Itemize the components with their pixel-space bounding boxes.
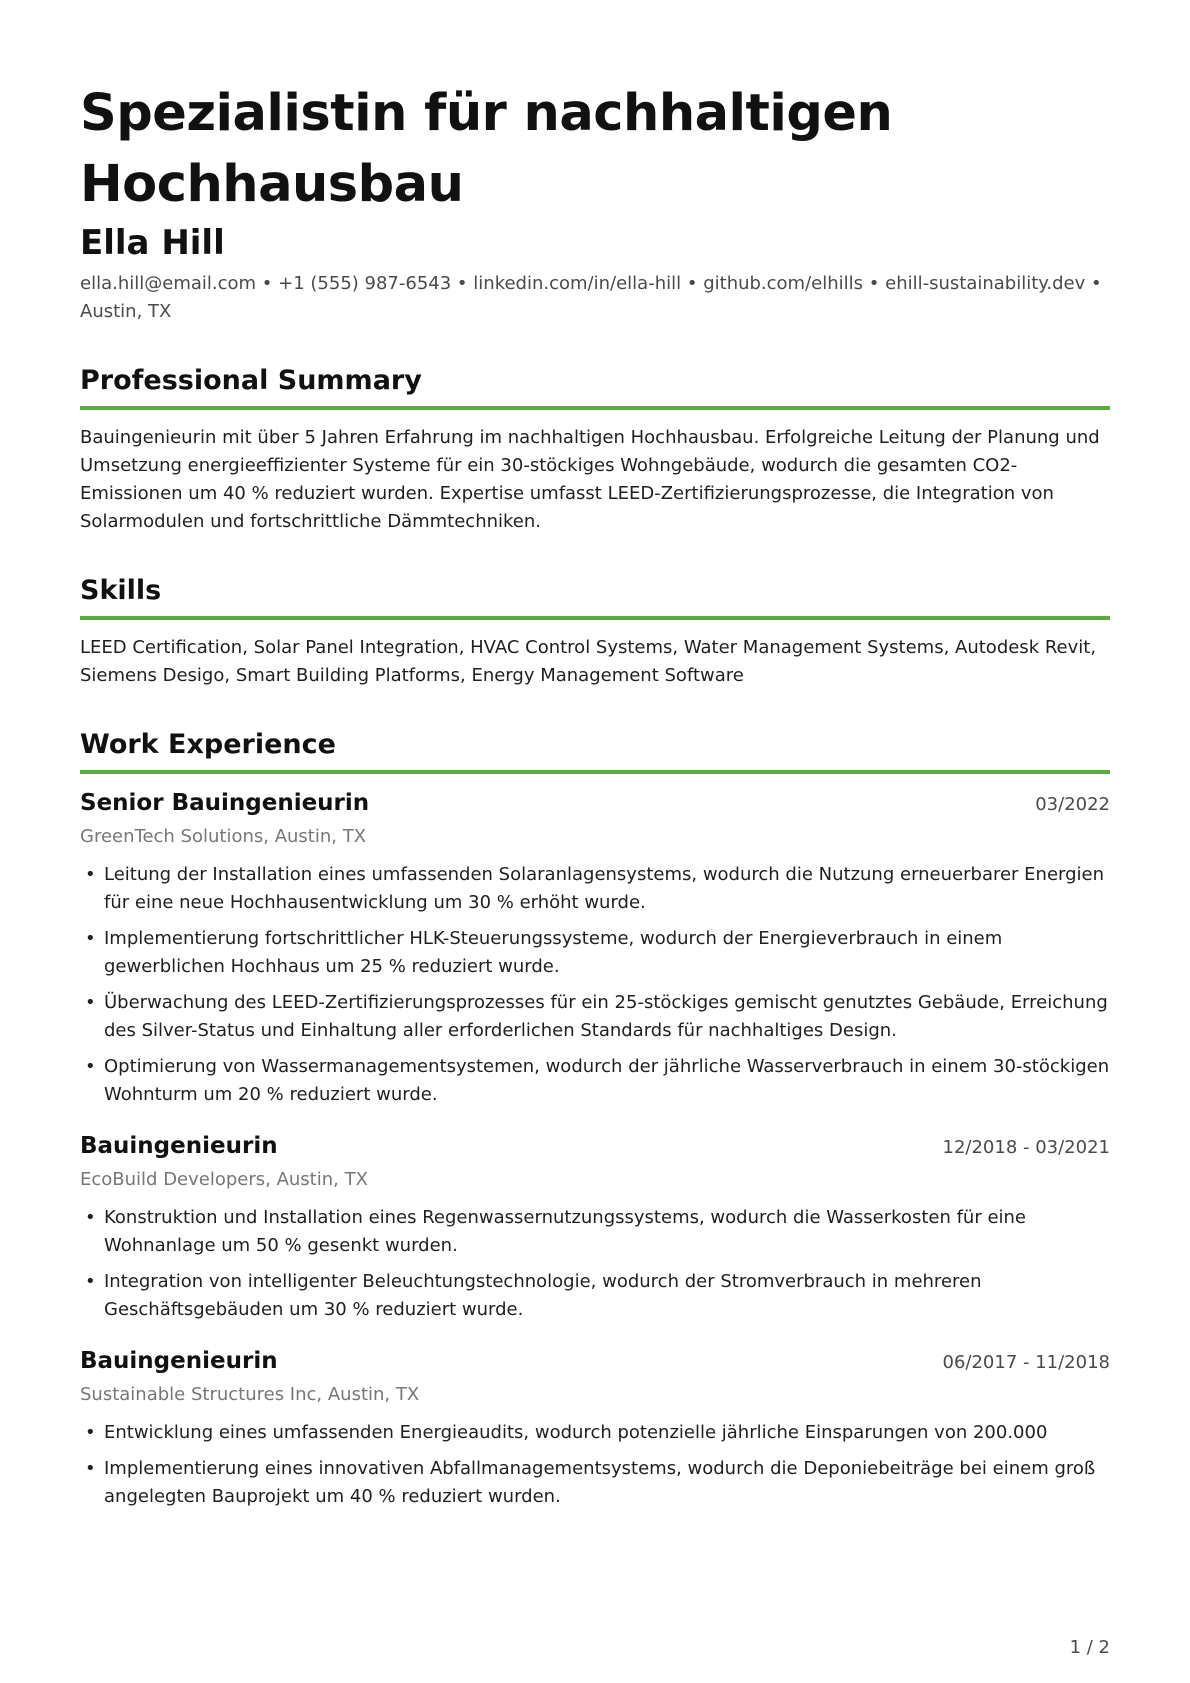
bullet-text: Implementierung fortschrittlicher HLK-Steuerungssysteme, wodurch der Energieverbrauch in einem gewerblichen Hochhaus um 25 % reduziert wurde. (104, 928, 1003, 977)
contact-github: github.com/elhills (703, 273, 864, 294)
contact-separator: • (686, 273, 698, 294)
job-title: Bauingenieurin (80, 1133, 278, 1159)
bullet-text: Überwachung des LEED-Zertifizierungsprozesses für ein 25-stöckiges gemischt genutztes Gebäude, Erreichung des Silver-Status und Einhaltung aller erforderlichen Standards für nachhaltiges Design. (104, 992, 1108, 1041)
job-company: EcoBuild Developers, Austin, TX (80, 1169, 368, 1190)
bullet-text: Konstruktion und Installation eines Regenwassernutzungssystems, wodurch die Wasserkosten für eine Wohnanlage um 50 % gesenkt wurden. (104, 1207, 1027, 1256)
job-header (80, 788, 1110, 819)
job-header (80, 1131, 1110, 1162)
skills-section (80, 574, 1110, 690)
section-heading: Work Experience (80, 728, 1110, 774)
contact-location: Austin, TX (80, 301, 172, 322)
bullet-dot-icon: • (85, 1207, 96, 1228)
bullet-dot-icon: • (85, 1458, 96, 1479)
job-bullets (80, 861, 1110, 1109)
bullet-item (80, 1053, 1110, 1109)
job-company: GreenTech Solutions, Austin, TX (80, 826, 367, 847)
bullet-item (80, 861, 1110, 917)
job-dates: 03/2022 (1035, 794, 1110, 815)
job-bullets (80, 1204, 1110, 1324)
contact-separator: • (261, 273, 273, 294)
contact-separator: • (1090, 273, 1102, 294)
bullet-item (80, 1268, 1110, 1324)
job-entry (80, 788, 1110, 1109)
bullet-text: Integration von intelligenter Beleuchtungstechnologie, wodurch der Stromverbrauch in mehreren Geschäftsgebäuden um 30 % reduziert wurde. (104, 1271, 982, 1320)
job-bullets (80, 1419, 1110, 1511)
bullet-item (80, 925, 1110, 981)
page-number: 1 / 2 (1069, 1637, 1110, 1658)
job-company: Sustainable Structures Inc, Austin, TX (80, 1384, 420, 1405)
bullet-item (80, 1419, 1110, 1447)
bullet-dot-icon: • (85, 864, 96, 885)
job-title: Senior Bauingenieurin (80, 790, 370, 816)
section-heading: Professional Summary (80, 364, 1110, 410)
bullet-item (80, 1455, 1110, 1511)
skills-text: LEED Certification, Solar Panel Integration, HVAC Control Systems, Water Management Systems, Autodesk Revit, Siemens Desigo, Smart Building Platforms, Energy Management Software (80, 637, 1097, 686)
contact-separator: • (868, 273, 880, 294)
contact-phone: +1 (555) 987-6543 (278, 273, 452, 294)
contact-email: ella.hill@email.com (80, 273, 257, 294)
job-title: Bauingenieurin (80, 1348, 278, 1374)
bullet-dot-icon: • (85, 1056, 96, 1077)
resume-page (80, 78, 1110, 1519)
bullet-text: Optimierung von Wassermanagementsystemen, wodurch der jährliche Wasserverbrauch in einem 30-stöckigen Wohnturm um 20 % reduziert wurde. (104, 1056, 1110, 1105)
bullet-text: Leitung der Installation eines umfassenden Solaranlagensystems, wodurch die Nutzung erneuerbarer Energien für eine neue Hochhausentwicklung um 30 % erhöht wurde. (104, 864, 1105, 913)
bullet-dot-icon: • (85, 1271, 96, 1292)
bullet-text: Implementierung eines innovativen Abfallmanagementsystems, wodurch die Deponiebeiträge bei einem groß angelegten Bauprojekt um 40 % reduziert wurden. (104, 1458, 1096, 1507)
bullet-dot-icon: • (85, 992, 96, 1013)
section-heading: Skills (80, 574, 1110, 620)
job-entry (80, 1131, 1110, 1324)
contact-separator: • (456, 273, 468, 294)
summary-text: Bauingenieurin mit über 5 Jahren Erfahrung im nachhaltigen Hochhausbau. Erfolgreiche Leitung der Planung und Umsetzung energieeffizienter Systeme für ein 30-stöckiges Wohngebäude, wodurch die gesamten CO2-Emissionen um 40 % reduziert wurden. Expertise umfasst LEED-Zertifizierungsprozesse, die Integration von Solarmodulen und fortschrittliche Dämmtechniken. (80, 427, 1100, 532)
document-title: Spezialistin für nachhaltigen Hochhausbau (80, 84, 893, 214)
candidate-name: Ella Hill (80, 223, 225, 263)
contact-website: ehill-sustainability.dev (885, 273, 1086, 294)
bullet-item (80, 989, 1110, 1045)
experience-section (80, 728, 1110, 1511)
contact-linkedin: linkedin.com/in/ella-hill (473, 273, 682, 294)
job-header (80, 1346, 1110, 1377)
bullet-item (80, 1204, 1110, 1260)
job-dates: 06/2017 - 11/2018 (942, 1352, 1110, 1373)
bullet-dot-icon: • (85, 1422, 96, 1443)
job-dates: 12/2018 - 03/2021 (942, 1137, 1110, 1158)
summary-section (80, 364, 1110, 536)
contact-line (80, 270, 1110, 326)
job-entry (80, 1346, 1110, 1511)
bullet-text: Entwicklung eines umfassenden Energieaudits, wodurch potenzielle jährliche Einsparungen von 200.000 (104, 1422, 1048, 1443)
bullet-dot-icon: • (85, 928, 96, 949)
